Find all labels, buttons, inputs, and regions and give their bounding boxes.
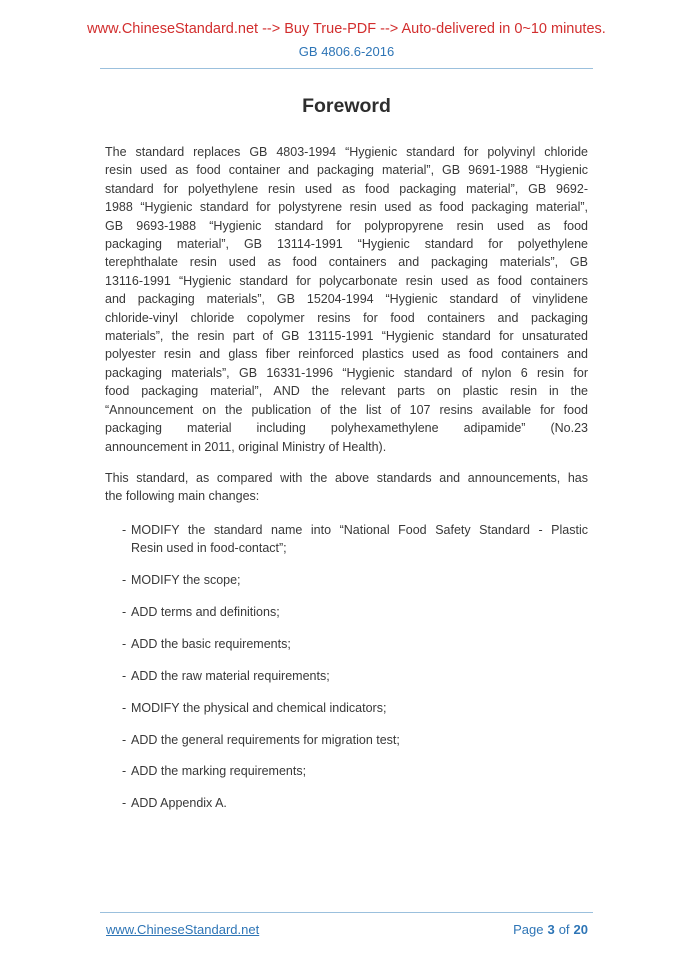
list-item-marker: - [122, 522, 127, 537]
list-item-text [131, 762, 588, 780]
page-title: Foreword [302, 95, 391, 117]
list-item-text [131, 731, 588, 749]
text-line: 13116-1991 “Hygienic standard for polycarbonate resin used as food containers [105, 273, 588, 288]
change-list-item [122, 699, 588, 717]
text-line: ADD Appendix A. [131, 796, 227, 811]
footer-website-link[interactable]: www.ChineseStandard.net [106, 922, 260, 937]
text-line: 1988 “Hygienic standard for polystyrene resin used as food packaging material”, [105, 200, 588, 215]
text-line: MODIFY the scope; [131, 573, 241, 588]
change-list-item [122, 603, 588, 621]
list-item-text [131, 635, 588, 653]
text-line: GB 9693-1988 “Hygienic standard for polypropyrene resin used as food [105, 218, 588, 233]
text-line: standard for polyethylene resin used as food packaging material”, GB 9692- [105, 181, 588, 196]
header-divider [100, 68, 593, 69]
paragraph-replaced-standards [105, 143, 588, 456]
changes-list [122, 521, 588, 813]
text-line: This standard, as compared with the above standards and announcements, has [105, 470, 588, 485]
text-line: MODIFY the physical and chemical indicators; [131, 700, 387, 715]
text-line: packaging material”, GB 13114-1991 “Hygienic standard for polyethylene [105, 237, 588, 252]
text-line: ADD the marking requirements; [131, 764, 307, 779]
change-list-item [122, 762, 588, 780]
page-indicator [513, 922, 588, 937]
text-line: MODIFY the standard name into “National Food Safety Standard - Plastic [131, 522, 588, 537]
text-line: packaging material including polyhexamethylene adipamide” (No.23 [105, 421, 588, 436]
page-header [0, 0, 693, 69]
text-line: resin used as food container and packaging material”, GB 9691-1988 “Hygienic [105, 163, 588, 178]
change-list-item [122, 794, 588, 812]
text-line: polyester resin and glass fiber reinforced plastics used as food containers and [105, 347, 588, 362]
text-line: terephthalate resin used as food containers and packaging materials”, GB [105, 255, 588, 270]
text-line: and packaging materials”, GB 15204-1994 “Hygienic standard of vinylidene [105, 292, 588, 307]
list-item-text [131, 521, 588, 558]
paragraph-main-changes-intro [105, 469, 588, 506]
text-line: food packaging material”, AND the relevant parts on plastic resin in the [105, 384, 588, 399]
list-item-text [131, 571, 588, 589]
text-line: Resin used in food-contact”; [131, 541, 287, 556]
list-item-text [131, 603, 588, 621]
list-item-text [131, 794, 588, 812]
list-item-marker: - [122, 732, 127, 747]
text-line: “Announcement on the publication of the list of 107 resins available for food [105, 402, 588, 417]
document-body [105, 143, 588, 826]
page-indicator-current: 3 [547, 922, 555, 937]
change-list-item [122, 731, 588, 749]
list-item-marker: - [122, 764, 127, 779]
change-list-item [122, 667, 588, 685]
text-line: ADD the basic requirements; [131, 636, 291, 651]
page-indicator-of: of [558, 922, 570, 937]
text-line: ADD the raw material requirements; [131, 668, 330, 683]
text-line: ADD the general requirements for migration test; [131, 732, 400, 747]
list-item-text [131, 699, 588, 717]
change-list-item [122, 635, 588, 653]
text-line: the following main changes: [105, 489, 260, 504]
list-item-marker: - [122, 796, 127, 811]
page-footer [100, 912, 593, 937]
change-list-item [122, 571, 588, 589]
list-item-text [131, 667, 588, 685]
standard-number: GB 4806.6-2016 [298, 44, 395, 59]
list-item-marker: - [122, 604, 127, 619]
text-line: packaging materials”, GB 16331-1996 “Hygienic standard of nylon 6 resin for [105, 365, 588, 380]
list-item-marker: - [122, 636, 127, 651]
text-line: announcement in 2011, original Ministry of Health). [105, 439, 387, 454]
list-item-marker: - [122, 668, 127, 683]
page-indicator-total: 20 [573, 922, 588, 937]
text-line: materials”, the resin part of GB 13115-1991 “Hygienic standard for unsaturated [105, 329, 588, 344]
list-item-marker: - [122, 700, 127, 715]
buy-pdf-banner-link[interactable]: www.ChineseStandard.net --> Buy True-PDF --> Auto-delivered in 0~10 minutes. [87, 21, 606, 37]
change-list-item [122, 521, 588, 558]
page-indicator-prefix: Page [513, 922, 544, 937]
text-line: ADD terms and definitions; [131, 604, 280, 619]
list-item-marker: - [122, 573, 127, 588]
text-line: chloride-vinyl chloride copolymer resins for food containers and packaging [105, 310, 588, 325]
text-line: The standard replaces GB 4803-1994 “Hygienic standard for polyvinyl chloride [105, 145, 588, 159]
